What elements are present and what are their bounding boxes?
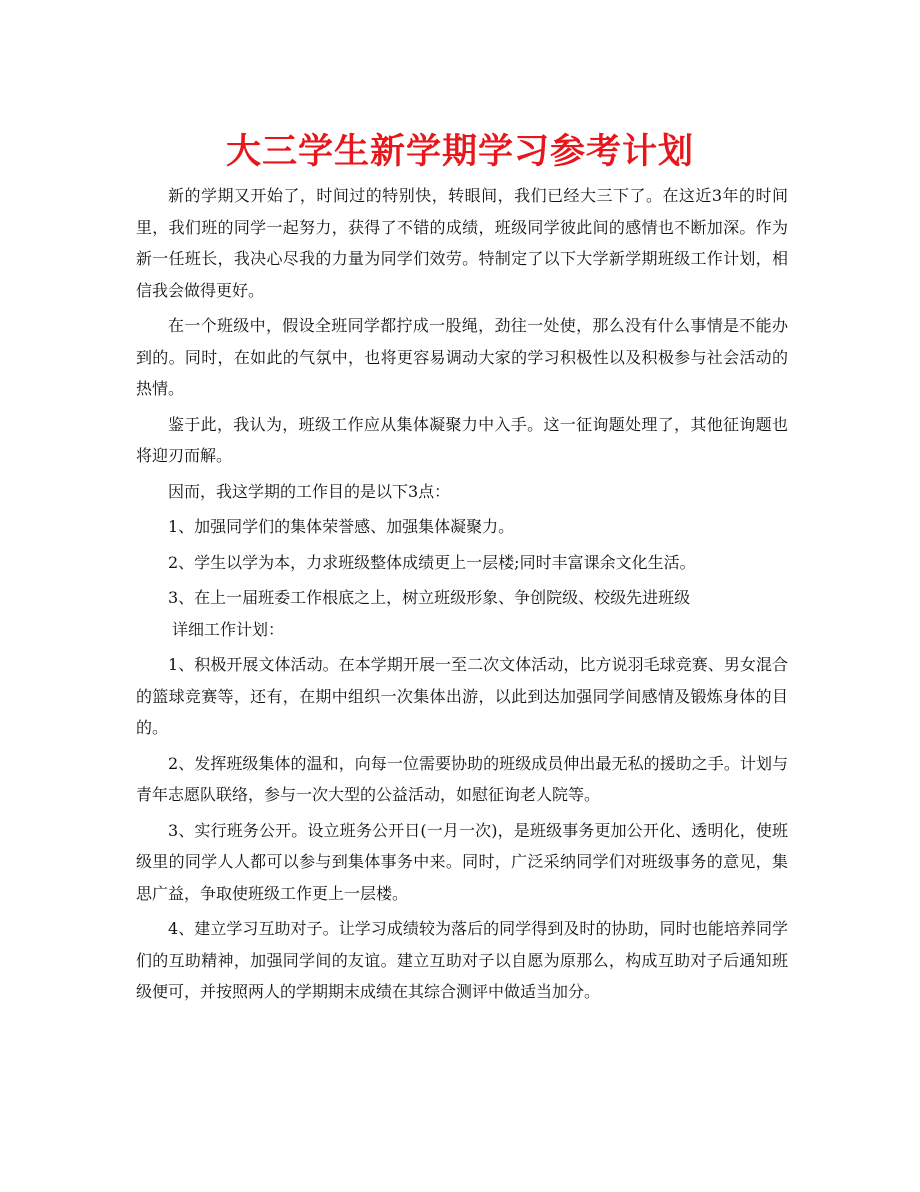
paragraph: 3、实行班务公开。设立班务公开日(一月一次)，是班级事务更加公开化、透明化，使班级里的同学人人都可以参与到集体事务中来。同时，广泛采纳同学们对班级事务的意见，集思广益，争取使班级工作更上一层楼。 (136, 820, 788, 903)
paragraph: 2、发挥班级集体的温和，向每一位需要协助的班级成员伸出最无私的援助之手。计划与青年志愿队联络，参与一次大型的公益活动，如慰征询老人院等。 (136, 753, 788, 804)
paragraph: 在一个班级中，假设全班同学都拧成一股绳，劲往一处使，那么没有什么事情是不能办到的。同时，在如此的气氛中，也将更容易调动大家的学习积极性以及积极参与社会活动的热情。 (136, 316, 788, 398)
paragraph: 因而，我这学期的工作目的是以下3点： (168, 481, 451, 501)
paragraph: 1、积极开展文体活动。在本学期开展一至二次文体活动，比方说羽毛球竞赛、男女混合的篮球竞赛等，还有，在期中组织一次集体出游，以此到达加强同学间感情及锻炼身体的目的。 (136, 655, 788, 737)
paragraph: 新的学期又开始了，时间过的特别快，转眼间，我们已经大三下了。在这近3年的时间里，我们班的同学一起努力，获得了不错的成绩，班级同学彼此间的感情也不断加深。作为新一任班长，我决心尽我的力量为同学们效劳。特制定了以下大学新学期班级工作计划，相信我会做得更好。 (136, 186, 788, 300)
paragraph: 鉴于此，我认为，班级工作应从集体凝聚力中入手。这一征询题处理了，其他征询题也将迎刃而解。 (136, 414, 788, 465)
paragraph: 4、建立学习互助对子。让学习成绩较为落后的同学得到及时的协助，同时也能培养同学们的互助精神，加强同学间的友谊。建立互助对子以自愿为原那么，构成互助对子后通知班级便可，并按照两人的学期期末成绩在其综合测评中做适当加分。 (136, 919, 788, 1001)
document-title: 大三学生新学期学习参考计划 (225, 132, 694, 172)
list-item: 3、在上一届班委工作根底之上，树立班级形象、争创院级、校级先进班级 (168, 588, 691, 607)
list-item: 2、学生以学为本，力求班级整体成绩更上一层楼;同时丰富课余文化生活。 (168, 552, 696, 572)
section-heading: 详细工作计划： (172, 619, 285, 639)
document-body (136, 180, 788, 1008)
list-item: 1、加强同学们的集体荣誉感、加强集体凝聚力。 (168, 517, 515, 536)
